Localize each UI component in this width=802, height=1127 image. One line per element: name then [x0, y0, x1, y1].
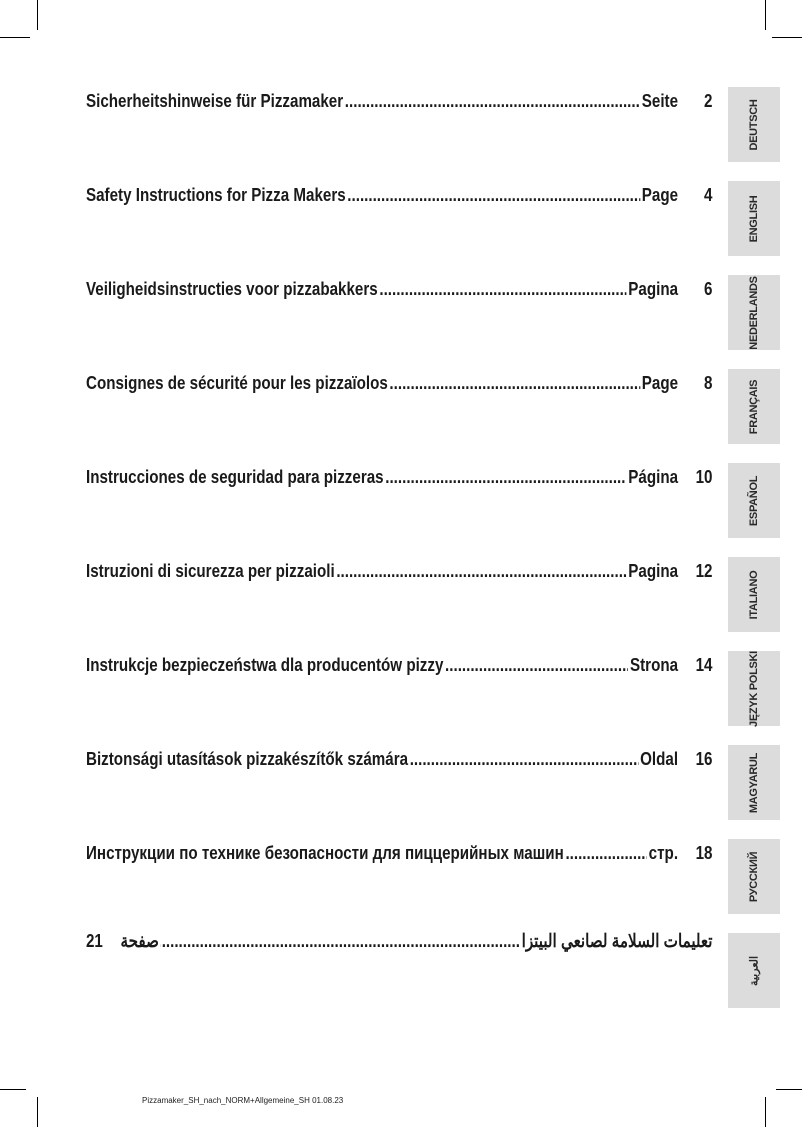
- toc-page-number: 18: [695, 842, 713, 863]
- toc-entry[interactable]: [86, 928, 712, 952]
- dot-leader: [161, 930, 520, 952]
- crop-mark: [37, 1097, 38, 1127]
- dot-leader: [389, 372, 640, 394]
- toc-page-label: Strona: [629, 654, 679, 675]
- language-tab-label: ESPAÑOL: [748, 475, 760, 526]
- crop-mark: [765, 1097, 766, 1127]
- toc-page-label: Oldal: [640, 748, 679, 769]
- toc-entry-title: Consignes de sécurité pour les pizzaïolos: [86, 372, 388, 393]
- toc-page-number: 14: [695, 654, 713, 675]
- language-tab[interactable]: [728, 369, 780, 444]
- toc-entry[interactable]: [86, 558, 712, 582]
- language-tab[interactable]: [728, 275, 780, 350]
- language-tab-label: العربية: [748, 955, 761, 986]
- toc-entry[interactable]: [86, 840, 712, 864]
- crop-mark: [765, 0, 766, 30]
- language-tab-label: ENGLISH: [748, 195, 760, 242]
- toc-entry-title: Veiligheidsinstructies voor pizzabakkers: [86, 278, 378, 299]
- toc-page-number: 2: [704, 90, 713, 111]
- language-tab-label: РУССКИЙ: [748, 851, 760, 902]
- toc-entry-title: Instrucciones de seguridad para pizzeras: [86, 466, 384, 487]
- language-tab-label: ITALIANO: [748, 570, 760, 619]
- dot-leader: [385, 466, 626, 488]
- language-tab[interactable]: [728, 839, 780, 914]
- toc-page-label: صفحة: [120, 930, 159, 951]
- language-tab[interactable]: [728, 463, 780, 538]
- language-tab-label: NEDERLANDS: [748, 275, 760, 350]
- toc-entry[interactable]: [86, 182, 712, 206]
- dot-leader: [379, 278, 626, 300]
- language-tab[interactable]: [728, 933, 780, 1008]
- toc-entry[interactable]: [86, 88, 712, 112]
- toc-entry-title: Sicherheitshinweise für Pizzamaker: [86, 90, 344, 111]
- crop-mark: [772, 37, 802, 38]
- toc-page-number: 4: [704, 184, 713, 205]
- toc-entry[interactable]: [86, 746, 712, 770]
- crop-mark: [37, 0, 38, 30]
- dot-leader: [445, 654, 628, 676]
- crop-mark: [0, 1089, 26, 1090]
- toc-entry-title: تعليمات السلامة لصانعي البيتزا: [521, 930, 713, 951]
- toc-page-number: 6: [704, 278, 713, 299]
- toc-page-number: 16: [695, 748, 713, 769]
- toc-page-number: 12: [695, 560, 713, 581]
- language-tab-label: DEUTSCH: [748, 98, 760, 151]
- dot-leader: [347, 184, 640, 206]
- toc-page-label: Seite: [641, 90, 679, 111]
- toc-entry-title: Инструкции по технике безопасности для пиццерийных машин: [86, 842, 564, 863]
- language-tab-label: JĘZYK POLSKI: [748, 650, 760, 727]
- toc-entry[interactable]: [86, 464, 712, 488]
- toc-entry-title: Istruzioni di sicurezza per pizzaioli: [86, 560, 335, 581]
- toc-entry[interactable]: [86, 370, 712, 394]
- language-tab[interactable]: [728, 745, 780, 820]
- footer-file-info: Pizzamaker_SH_nach_NORM+Allgemeine_SH 01.08.23: [142, 1096, 344, 1105]
- toc-page-label: Page: [641, 184, 679, 205]
- dot-leader: [565, 842, 647, 864]
- toc-page-number: 8: [704, 372, 713, 393]
- language-tab-label: MAGYARUL: [748, 752, 760, 813]
- crop-mark: [0, 37, 30, 38]
- toc-entry-title: Instrukcje bezpieczeństwa dla producentów pizzy: [86, 654, 444, 675]
- toc-page-label: Page: [641, 372, 679, 393]
- dot-leader: [336, 560, 626, 582]
- language-tab[interactable]: [728, 651, 780, 726]
- toc-page-number: 21: [86, 930, 103, 951]
- toc-page-label: Página: [628, 466, 679, 487]
- crop-mark: [776, 1089, 802, 1090]
- toc-page-label: стр.: [648, 842, 679, 863]
- toc-page-label: Pagina: [628, 278, 679, 299]
- toc-entry-title: Biztonsági utasítások pizzakészítők számára: [86, 748, 409, 769]
- toc-page-number: 10: [695, 466, 713, 487]
- toc-entry[interactable]: [86, 652, 712, 676]
- dot-leader: [345, 90, 640, 112]
- language-tab[interactable]: [728, 87, 780, 162]
- toc-entry[interactable]: [86, 276, 712, 300]
- language-tab-label: FRANÇAIS: [748, 379, 760, 434]
- language-tab[interactable]: [728, 181, 780, 256]
- dot-leader: [410, 748, 639, 770]
- toc-page-label: Pagina: [628, 560, 679, 581]
- toc-entry-title: Safety Instructions for Pizza Makers: [86, 184, 346, 205]
- language-tab[interactable]: [728, 557, 780, 632]
